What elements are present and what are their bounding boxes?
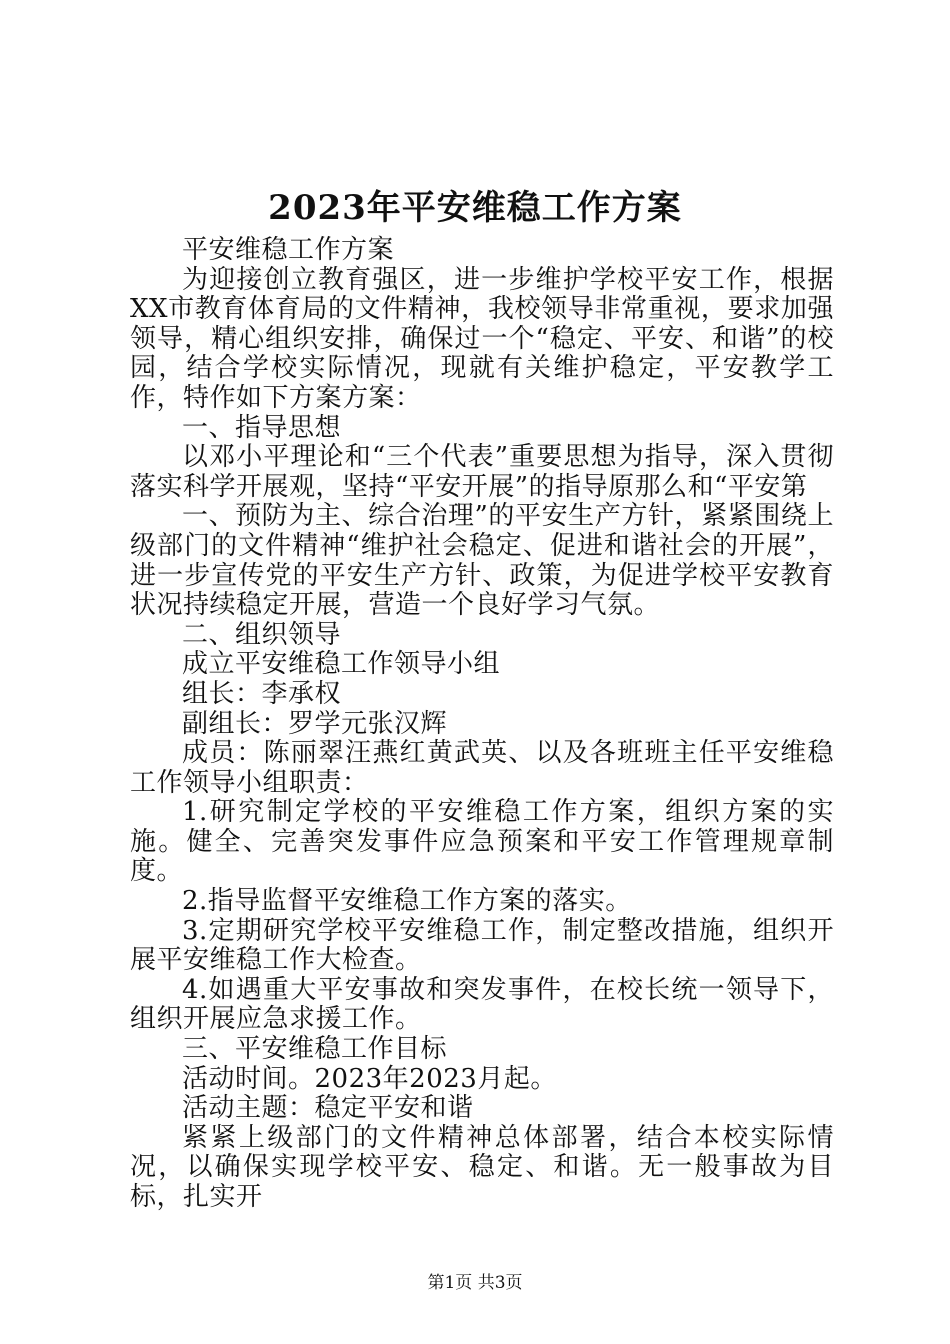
paragraph-activity-theme: 活动主题：稳定平安和谐 <box>182 1093 474 1124</box>
section-heading-goals: 三、平安维稳工作目标 <box>182 1034 448 1065</box>
paragraph-goal-description: 紧紧上级部门的文件精神总体部署，结合本校实际情况，以确保实现学校平安、稳定、和谐。无一般事故为目标，扎实开 <box>130 1122 834 1212</box>
paragraph-members: 成员：陈丽翠汪燕红黄武英、以及各班班主任平安维稳工作领导小组职责： <box>130 738 834 798</box>
section-heading-guiding-ideology: 一、指导思想 <box>182 412 342 443</box>
paragraph-deputy-leader: 副组长：罗学元张汉辉 <box>182 708 448 739</box>
list-item-duty-1: 1.研究制定学校的平安维稳工作方案，组织方案的实施。健全、完善突发事件应急预案和平安工作管理规章制度。 <box>130 797 834 887</box>
list-item-duty-3: 3.定期研究学校平安维稳工作，制定整改措施，组织开展平安维稳工作大检查。 <box>130 915 834 976</box>
paragraph-intro: 为迎接创立教育强区，进一步维护学校平安工作，根据XX市教育体育局的文件精神，我校领导非常重视，要求加强领导，精心组织安排，确保过一个“稳定、平安、和谐”的校园，结合学校实际情况，现就有关维护稳定，平安教学工作，特作如下方案方案： <box>130 264 834 413</box>
paragraph-group-leader: 组长：李承权 <box>182 678 342 709</box>
paragraph-prevention: 一、预防为主、综合治理”的平安生产方针，紧紧围绕上级部门的文件精神“维护社会稳定、促进和谐社会的开展”，进一步宣传党的平安生产方针、政策，为促进学校平安教育状况持续稳定开展，营造一个良好学习气氛。 <box>130 501 834 621</box>
page-footer: 第1页 共3页 <box>427 1273 523 1293</box>
document-title: 2023年平安维稳工作方案 <box>268 188 682 228</box>
paragraph-leading-group: 成立平安维稳工作领导小组 <box>182 649 501 680</box>
paragraph-guiding-ideology: 以邓小平理论和“三个代表”重要思想为指导，深入贯彻落实科学开展观，坚持“平安开展”的指导原那么和“平安第 <box>130 442 834 502</box>
list-item-duty-2: 2.指导监督平安维稳工作方案的落实。 <box>182 886 632 917</box>
document-body <box>130 236 834 1213</box>
paragraph-activity-time: 活动时间。2023年2023月起。 <box>182 1063 557 1094</box>
paragraph-heading: 平安维稳工作方案 <box>182 235 395 265</box>
list-item-duty-4: 4.如遇重大平安事故和突发事件，在校长统一领导下，组织开展应急求援工作。 <box>130 974 834 1035</box>
section-heading-organization: 二、组织领导 <box>182 619 342 650</box>
